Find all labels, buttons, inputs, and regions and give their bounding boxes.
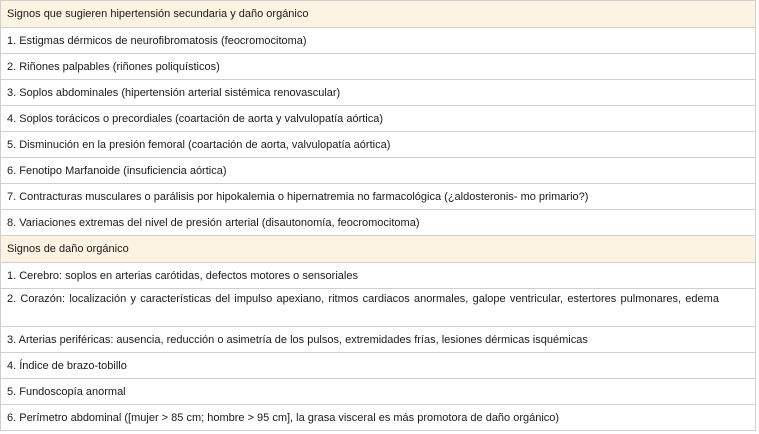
table-row [1,263,755,289]
row-text: 1. Cerebro: soplos en arterias carótidas, defectos motores o sensoriales [7,269,358,282]
row-text: 7. Contracturas musculares o parálisis por hipokalemia o hipernatremia no farmacológica (¿aldosteronis- mo primario?) [7,190,589,203]
row-text: 2. Corazón: localización y características del impulso apexiano, ritmos cardiacos anormales, galope ventricular, estertores pulmonares, edema [7,293,719,305]
row-text: 4. Índice de brazo-tobillo [7,359,127,372]
table-row [1,106,755,132]
table-row [1,54,755,80]
table-row [1,28,755,54]
section-title: Signos de daño orgánico [7,243,129,255]
row-text: 3. Soplos abdominales (hipertensión arterial sistémica renovascular) [7,86,341,99]
row-text: 5. Fundoscopía anormal [7,385,126,398]
table-row [1,289,755,327]
table-row [1,80,755,106]
table-row [1,158,755,184]
table-row [1,405,755,431]
row-text: 4. Soplos torácicos o precordiales (coartación de aorta y valvulopatía aórtica) [7,112,384,125]
table-row [1,184,755,210]
table-row [1,327,755,353]
section-header-secondary-hypertension [1,1,755,28]
section-title: Signos que sugieren hipertensión secundaria y daño orgánico [7,8,309,20]
row-text: 5. Disminución en la presión femoral (coartación de aorta, valvulopatía aórtica) [7,138,391,151]
table-row [1,379,755,405]
table-row [1,132,755,158]
row-text: 3. Arterias periféricas: ausencia, reducción o asimetría de los pulsos, extremidades frías, lesiones dérmicas isquémicas [7,333,588,346]
row-text: 6. Fenotipo Marfanoide (insuficiencia aórtica) [7,164,227,177]
section-header-organ-damage [1,236,755,263]
row-text: 8. Variaciones extremas del nivel de presión arterial (disautonomía, feocromocitoma) [7,216,420,229]
row-text: 1. Estigmas dérmicos de neurofibromatosis (feocromocitoma) [7,34,307,47]
row-text: 6. Perímetro abdominal ([mujer > 85 cm; hombre > 95 cm], la grasa visceral es más promotora de daño orgánico) [7,411,560,424]
row-text: 2. Riñones palpables (riñones poliquísticos) [7,60,220,73]
table-row [1,353,755,379]
table-row [1,210,755,236]
